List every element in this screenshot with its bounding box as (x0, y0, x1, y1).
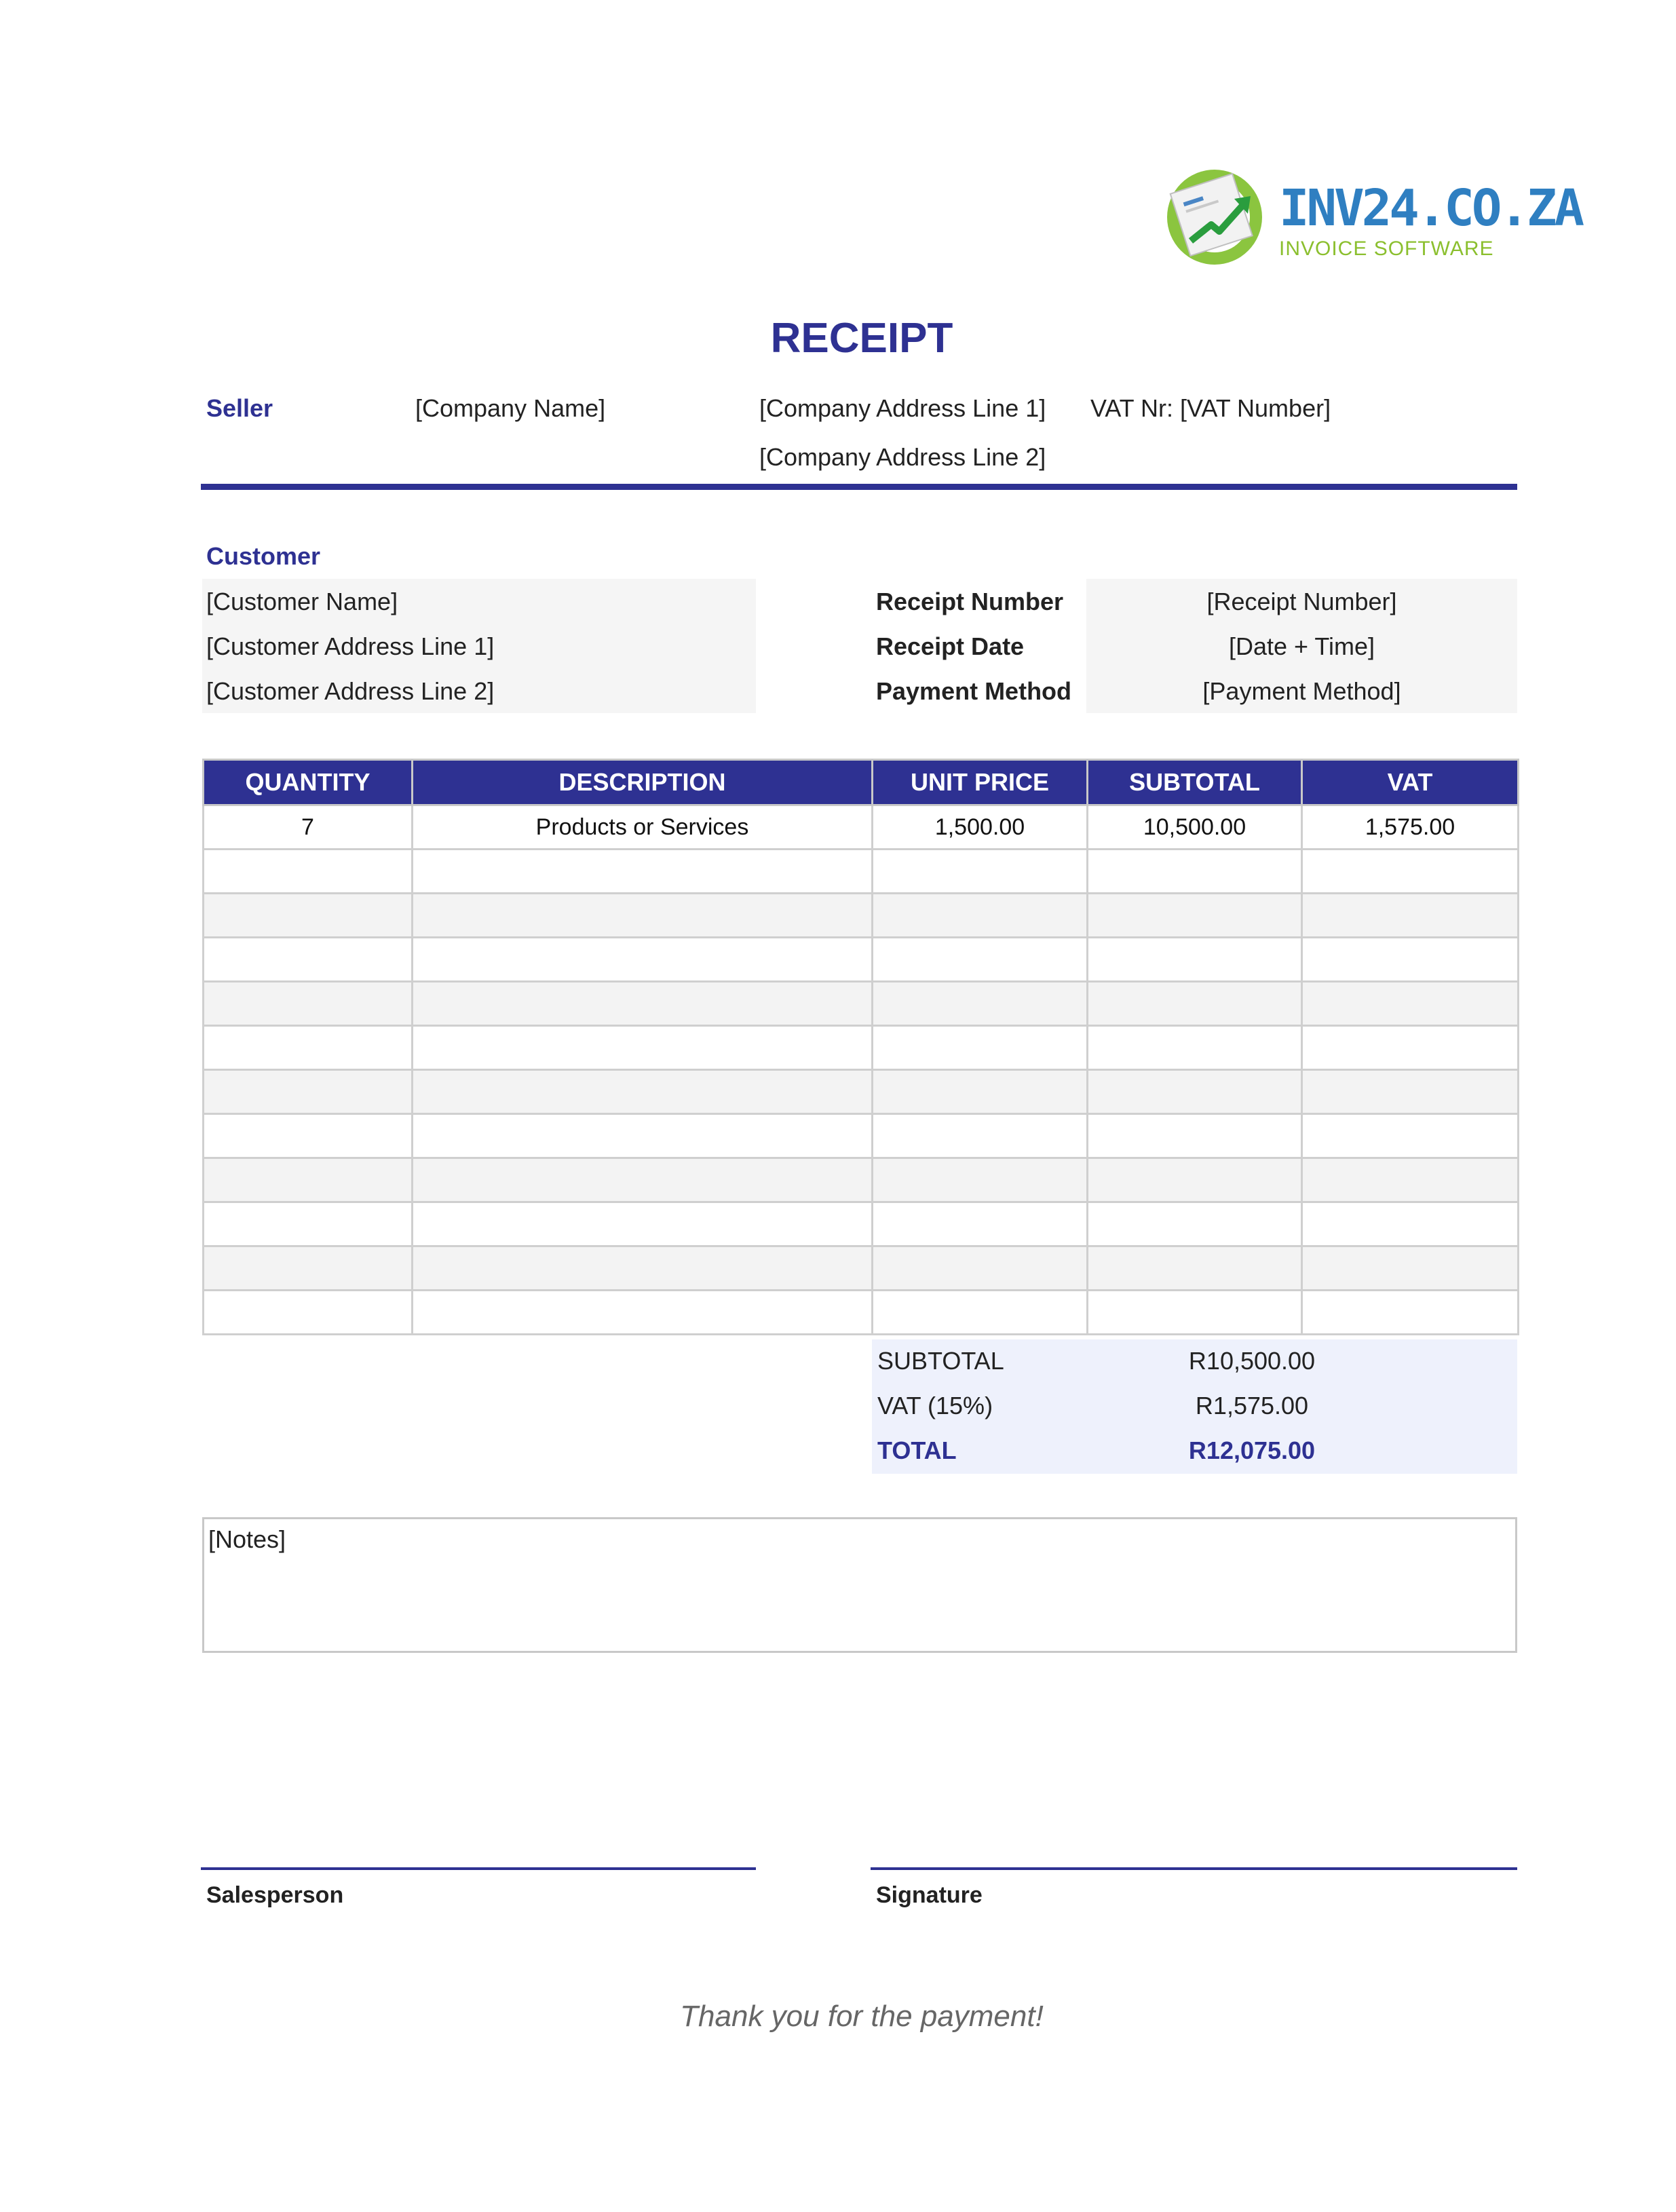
signature-line (871, 1867, 1517, 1870)
cell-quantity (204, 850, 413, 894)
total-label: TOTAL (877, 1436, 957, 1464)
cell-unit-price (873, 938, 1088, 982)
cell-description (413, 1291, 873, 1335)
customer-address-line-2: [Customer Address Line 2] (206, 677, 495, 705)
cell-unit-price (873, 894, 1088, 938)
vat-row (872, 1384, 1517, 1429)
table-row (204, 805, 1519, 850)
table-row (204, 1114, 1519, 1158)
cell-vat (1302, 850, 1519, 894)
cell-subtotal (1088, 1158, 1302, 1202)
header-description: DESCRIPTION (413, 760, 873, 805)
cell-quantity (204, 1114, 413, 1158)
items-header-row (204, 760, 1519, 805)
cell-quantity (204, 1202, 413, 1246)
cell-description (413, 938, 873, 982)
page-title: RECEIPT (770, 315, 953, 362)
cell-quantity (204, 1026, 413, 1070)
header-divider (201, 484, 1517, 490)
cell-description (413, 1070, 873, 1114)
vat-value: R1,575.00 (1195, 1392, 1309, 1419)
subtotal-row (872, 1339, 1517, 1384)
cell-vat (1302, 1291, 1519, 1335)
cell-quantity (204, 982, 413, 1026)
items-body (204, 805, 1519, 1335)
customer-block (202, 579, 756, 713)
header-quantity: QUANTITY (204, 760, 413, 805)
cell-subtotal (1088, 1291, 1302, 1335)
salesperson-label: Salesperson (206, 1882, 344, 1908)
table-row (204, 1202, 1519, 1246)
cell-description (413, 1158, 873, 1202)
table-row (204, 850, 1519, 894)
header-unit-price: UNIT PRICE (873, 760, 1088, 805)
cell-unit-price (873, 1202, 1088, 1246)
table-row (204, 1246, 1519, 1291)
thank-you-message: Thank you for the payment! (680, 2000, 1044, 2033)
customer-label: Customer (206, 542, 321, 570)
cell-unit-price (873, 850, 1088, 894)
table-row (204, 1291, 1519, 1335)
brand-tagline: INVOICE SOFTWARE (1279, 237, 1494, 260)
table-row (204, 894, 1519, 938)
cell-subtotal (1088, 1246, 1302, 1291)
cell-quantity: 7 (204, 805, 413, 850)
seller-address-line-2: [Company Address Line 2] (759, 443, 1046, 471)
subtotal-value: R10,500.00 (1188, 1347, 1316, 1375)
cell-description (413, 982, 873, 1026)
cell-quantity (204, 938, 413, 982)
cell-subtotal (1088, 982, 1302, 1026)
seller-address-line-1: [Company Address Line 1] (759, 394, 1046, 422)
cell-description (413, 1246, 873, 1291)
cell-description (413, 894, 873, 938)
cell-vat (1302, 1202, 1519, 1246)
signature-label: Signature (876, 1882, 983, 1908)
cell-unit-price (873, 1246, 1088, 1291)
header-vat: VAT (1302, 760, 1519, 805)
receipt-date-label: Receipt Date (876, 632, 1025, 660)
cell-vat (1302, 1070, 1519, 1114)
table-row (204, 1026, 1519, 1070)
cell-unit-price (873, 1114, 1088, 1158)
cell-subtotal (1088, 1202, 1302, 1246)
seller-label: Seller (206, 394, 273, 422)
receipt-info-block (1086, 579, 1517, 713)
total-value: R12,075.00 (1188, 1436, 1316, 1464)
brand-name: INV24.CO.ZA (1279, 179, 1582, 237)
cell-vat (1302, 1158, 1519, 1202)
cell-description: Products or Services (413, 805, 873, 850)
cell-vat: 1,575.00 (1302, 805, 1519, 850)
notes-text: [Notes] (208, 1525, 286, 1553)
cell-subtotal (1088, 1026, 1302, 1070)
header-subtotal: SUBTOTAL (1088, 760, 1302, 805)
cell-unit-price: 1,500.00 (873, 805, 1088, 850)
notes-box[interactable] (202, 1517, 1517, 1653)
receipt-number-label: Receipt Number (876, 588, 1064, 615)
receipt-number-value: [Receipt Number] (1206, 588, 1397, 615)
cell-subtotal (1088, 894, 1302, 938)
cell-subtotal (1088, 938, 1302, 982)
cell-description (413, 1202, 873, 1246)
cell-quantity (204, 894, 413, 938)
cell-vat (1302, 894, 1519, 938)
cell-vat (1302, 938, 1519, 982)
total-row (872, 1429, 1517, 1474)
cell-subtotal (1088, 1114, 1302, 1158)
cell-quantity (204, 1158, 413, 1202)
table-row (204, 1158, 1519, 1202)
cell-unit-price (873, 1291, 1088, 1335)
seller-company-name: [Company Name] (415, 394, 606, 422)
table-row (204, 938, 1519, 982)
subtotal-label: SUBTOTAL (877, 1347, 1004, 1375)
cell-quantity (204, 1291, 413, 1335)
cell-description (413, 850, 873, 894)
cell-unit-price (873, 1070, 1088, 1114)
items-table (202, 759, 1519, 1335)
receipt-date-value: [Date + Time] (1228, 632, 1375, 660)
cell-vat (1302, 1026, 1519, 1070)
cell-unit-price (873, 1026, 1088, 1070)
salesperson-line (201, 1867, 756, 1870)
table-row (204, 982, 1519, 1026)
customer-name: [Customer Name] (206, 588, 398, 615)
cell-subtotal (1088, 850, 1302, 894)
cell-quantity (204, 1246, 413, 1291)
cell-vat (1302, 982, 1519, 1026)
seller-vat-number: VAT Nr: [VAT Number] (1090, 394, 1331, 422)
payment-method-label: Payment Method (876, 677, 1072, 705)
vat-label: VAT (15%) (877, 1392, 993, 1419)
cell-unit-price (873, 1158, 1088, 1202)
customer-address-line-1: [Customer Address Line 1] (206, 632, 495, 660)
totals-block (872, 1339, 1517, 1474)
cell-subtotal: 10,500.00 (1088, 805, 1302, 850)
cell-vat (1302, 1114, 1519, 1158)
cell-description (413, 1026, 873, 1070)
cell-unit-price (873, 982, 1088, 1026)
payment-method-value: [Payment Method] (1202, 677, 1401, 705)
cell-vat (1302, 1246, 1519, 1291)
cell-description (413, 1114, 873, 1158)
cell-quantity (204, 1070, 413, 1114)
table-row (204, 1070, 1519, 1114)
cell-subtotal (1088, 1070, 1302, 1114)
